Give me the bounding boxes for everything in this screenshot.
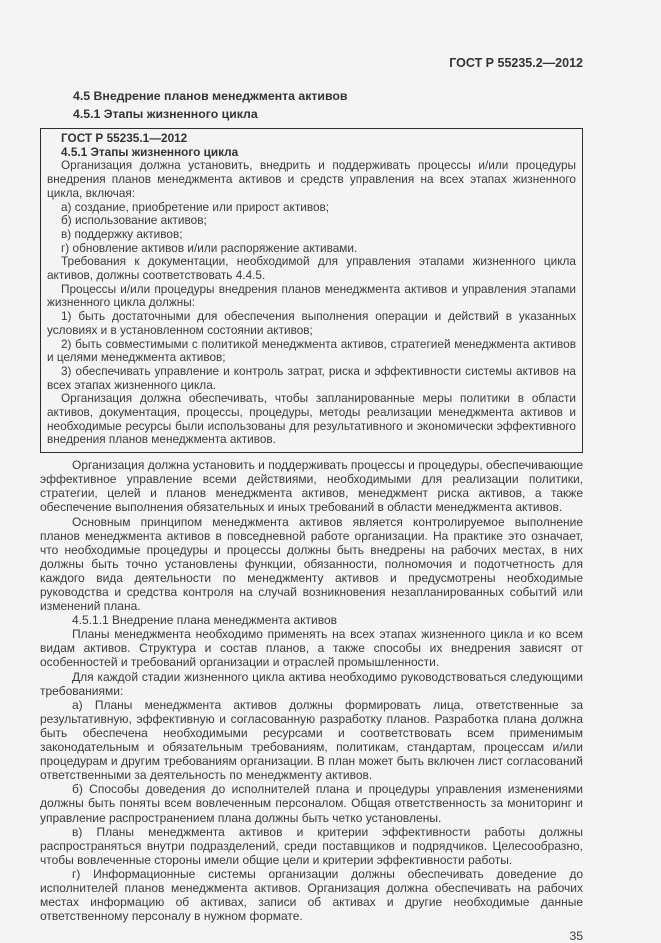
quote-paragraph: Организация должна установить, внедрить и поддерживать процессы и/или процедуры внедрения планов менеджмента активов и средств управления на всех этапах жизненного цикла, включая: xyxy=(47,158,576,200)
body-list-item-a: а) Планы менеджмента активов должны формировать лица, ответственные за результативную, эффективную и согласованную разработку планов. Разработка плана должна быть обеспечена необходимыми ресурсами и соответствовать всем применимым законодательным и обязательным требованиям, политикам, стандартам, процессам и/или процедурам и другим требованиям организации. В план может быть включен лист согласований ответственными за деятельность по менеджменту активов. xyxy=(40,697,583,783)
quote-paragraph: Организация должна обеспечивать, чтобы запланированные меры политики в области активов, документация, процессы, процедуры, методы реализации менеджмента активов и необходимые ресурсы были использованы для результативного и экономически эффективного внедрения планов менеджмента активов. xyxy=(47,391,576,447)
body-list-item-v: в) Планы менеджмента активов и критерии эффективности работы должны распространяться внутри подразделений, среди поставщиков и подрядчиков. Целесообразно, чтобы вовлеченные стороны имели общие цели и критерии эффективности работы. xyxy=(40,824,583,867)
body-list-item-b: б) Способы доведения до исполнителей плана и процедуры управления изменениями должны быть поняты всем вовлеченным персоналом. Общая ответственность за мониторинг и управление распространением плана должны быть четко установлены. xyxy=(40,782,583,825)
quote-paragraph: Процессы и/или процедуры внедрения планов менеджмента активов и управления этапами жизненного цикла должны: xyxy=(47,281,576,310)
body-list-item-g: г) Информационные системы организации должны обеспечивать доведение до исполнителей планов менеджмента активов. Организация должна обеспечивать на рабочих местах информацию об активах, записи об активах и другие необходимые данные ответственному персоналу в нужном формате. xyxy=(40,866,583,924)
quote-list-item-a: а) создание, приобретение или прирост активов; xyxy=(61,199,330,214)
quote-list-item-g: г) обновление активов и/или распоряжение активами. xyxy=(61,240,358,255)
page-number: 35 xyxy=(569,929,583,943)
gost-quote-box xyxy=(40,128,583,453)
quote-box-standard-code: ГОСТ Р 55235.1—2012 xyxy=(61,131,188,145)
quote-list-item-1: 1) быть достаточными для обеспечения выполнения операции и действий в указанных условиях и в установленном состоянии активов; xyxy=(47,309,576,337)
quote-paragraph: Требования к документации, необходимой для управления этапами жизненного цикла активов, должны соответствовать 4.4.5. xyxy=(47,254,576,283)
body-text xyxy=(40,458,583,923)
page-content xyxy=(40,0,583,943)
body-paragraph: Планы менеджмента необходимо применять на всех этапах жизненного цикла и ко всем видам активов. Структура и состав планов, а также способы их внедрения зависят от особенностей и требований организации и отраслей промышленности. xyxy=(40,627,583,670)
quote-list-item-v: в) поддержку активов; xyxy=(61,226,183,241)
subsection-heading-4-5-1-1: 4.5.1.1 Внедрение плана менеджмента активов xyxy=(72,613,338,628)
quote-list-item-3: 3) обеспечивать управление и контроль затрат, риска и эффективности системы активов на всех этапах жизненного цикла. xyxy=(47,363,576,392)
section-heading-4-5-1: 4.5.1 Этапы жизненного цикла xyxy=(73,107,258,121)
document-code-header: ГОСТ Р 55235.2—2012 xyxy=(449,56,583,70)
body-paragraph: Основным принципом менеджмента активов является контролируемое выполнение планов менеджмента активов в повседневной работе организации. На практике это означает, что необходимые процедуры и процессы должны быть внедрены на рабочих местах, в них должны быть точно установлены функции, обязанности, полномочия и подотчетность для каждого вида деятельности по менеджменту активов и предусмотрены необходимые руководства и средства контроля на случай возникновения незапланированных событий или изменений плана. xyxy=(40,514,583,614)
section-heading-4-5: 4.5 Внедрение планов менеджмента активов xyxy=(73,89,348,103)
quote-list-item-b: б) использование активов; xyxy=(61,213,207,228)
quote-box-section-heading: 4.5.1 Этапы жизненного цикла xyxy=(61,144,239,159)
body-paragraph: Для каждой стадии жизненного цикла актива необходимо руководствоваться следующими требованиями: xyxy=(40,669,583,698)
body-paragraph: Организация должна установить и поддерживать процессы и процедуры, обеспечивающие эффективное управление всеми действиями, необходимыми для реализации политики, стратегии, целей и планов менеджмента активов, менеджмент риска активов, а также обеспечение выполнения обязательных и иных требований в области менеджмента активов. xyxy=(40,458,583,515)
quote-list-item-2: 2) быть совместимыми с политикой менеджмента активов, стратегией менеджмента активов и целями менеджмента активов; xyxy=(47,336,576,365)
